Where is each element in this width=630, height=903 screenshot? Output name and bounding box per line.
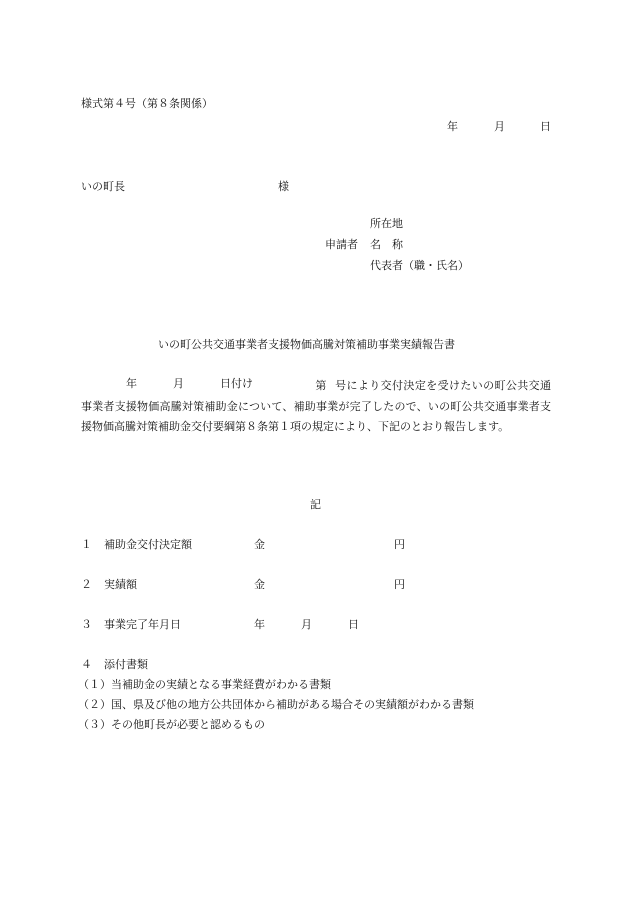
applicant-name-label: 名 称 bbox=[370, 238, 403, 251]
body-paragraph bbox=[81, 376, 551, 438]
item-2-number: ２ bbox=[81, 578, 92, 591]
body-number-prefix: 第 bbox=[315, 379, 327, 392]
body-text: 号により交付決定を受けたいの町公共交通事業者支援物価高騰対策補助金について、補助事業が完了したので、いの町公共交通事業者支援物価高騰対策補助金交付要綱第８条第１項の規定により、下記のとおり報告します。 bbox=[81, 379, 552, 433]
item-2-label: 実績額 bbox=[104, 578, 137, 591]
item-2-prefix: 金 bbox=[254, 578, 265, 591]
body-month: 月 bbox=[173, 377, 184, 390]
date-day-label: 日 bbox=[540, 120, 551, 133]
item-4-number: ４ bbox=[81, 658, 92, 671]
attachment-item-3: （３）その他町長が必要と認めるもの bbox=[78, 718, 265, 731]
item-3-label: 事業完了年月日 bbox=[104, 618, 181, 631]
date-month-label: 月 bbox=[494, 120, 505, 133]
body-year: 年 bbox=[126, 377, 137, 390]
attachment-item-2: （２）国、県及び他の地方公共団体から補助がある場合その実績額がわかる書類 bbox=[78, 698, 474, 711]
body-date-suffix: 日付け bbox=[220, 377, 253, 390]
item-3-day: 日 bbox=[348, 618, 359, 631]
item-1-label: 補助金交付決定額 bbox=[104, 538, 192, 551]
item-4-label: 添付書類 bbox=[104, 658, 148, 671]
item-3-number: ３ bbox=[81, 618, 92, 631]
attachment-item-1: （１）当補助金の実績となる事業経費がわかる書類 bbox=[78, 678, 331, 691]
ki-heading: 記 bbox=[310, 498, 321, 511]
item-3-month: 月 bbox=[301, 618, 312, 631]
item-2-suffix: 円 bbox=[394, 578, 405, 591]
document-title: いの町公共交通事業者支援物価高騰対策補助事業実績報告書 bbox=[158, 338, 455, 351]
applicant-address-label: 所在地 bbox=[370, 217, 403, 230]
item-1-suffix: 円 bbox=[394, 538, 405, 551]
addressee-name: いの町長 bbox=[81, 180, 125, 193]
item-1-prefix: 金 bbox=[254, 538, 265, 551]
item-1-number: １ bbox=[81, 538, 92, 551]
addressee-honorific: 様 bbox=[278, 180, 289, 193]
date-year-label: 年 bbox=[447, 120, 458, 133]
applicant-label: 申請者 bbox=[325, 238, 358, 251]
item-3-year: 年 bbox=[254, 618, 265, 631]
form-number: 様式第４号（第８条関係） bbox=[81, 97, 213, 110]
applicant-representative-label: 代表者（職・氏名） bbox=[370, 259, 469, 272]
